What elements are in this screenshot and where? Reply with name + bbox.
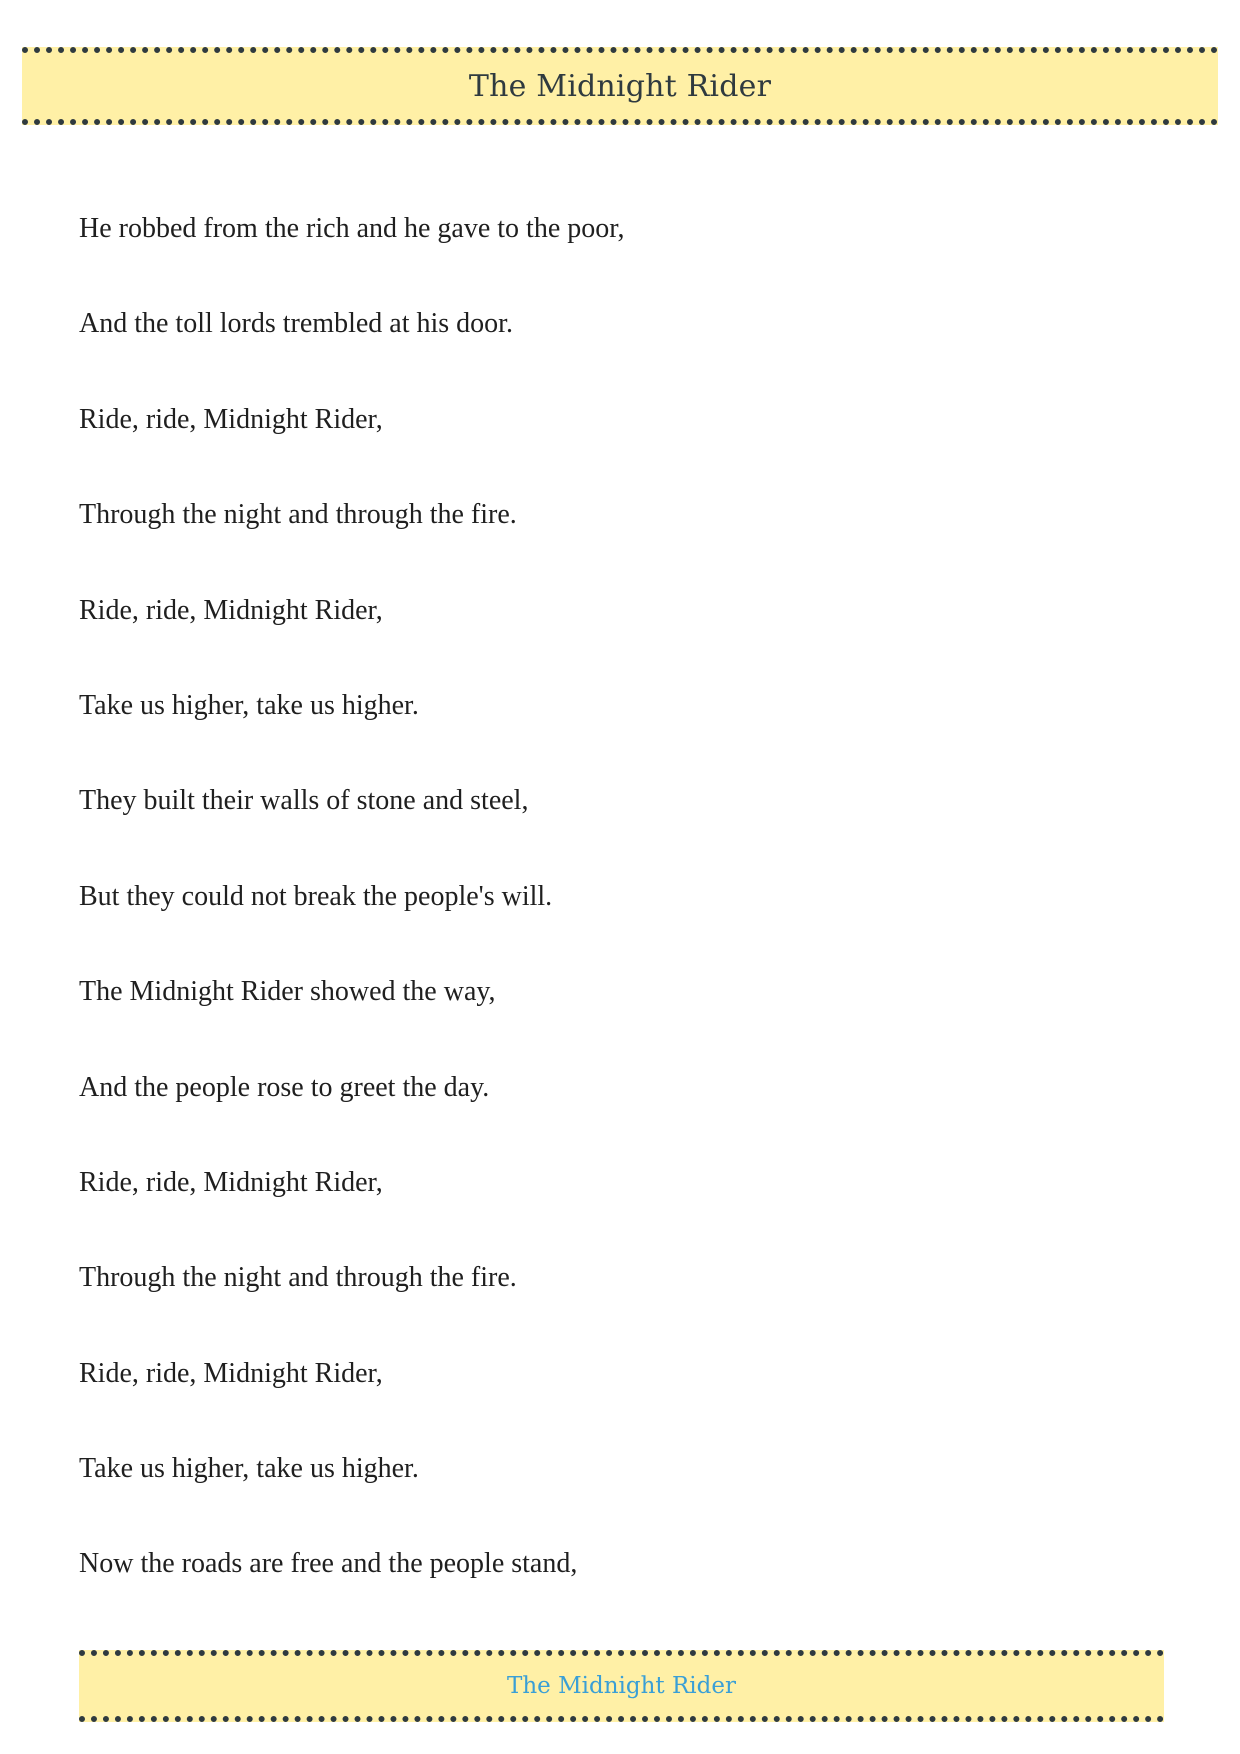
- lyrics-list: [79, 207, 1159, 1638]
- lyric-line: And the toll lords trembled at his door.: [79, 308, 513, 340]
- footer-banner: [79, 1650, 1164, 1722]
- lyric-line: Take us higher, take us higher.: [79, 689, 419, 721]
- lyric-line: He robbed from the rich and he gave to the poor,: [79, 213, 625, 244]
- lyric-line: Ride, ride, Midnight Rider,: [79, 403, 383, 435]
- lyric-line: The Midnight Rider showed the way,: [79, 976, 496, 1008]
- lyric-line: Now the roads are free and the people stand,: [79, 1548, 578, 1580]
- lyric-line: Ride, ride, Midnight Rider,: [79, 1166, 383, 1198]
- lyric-line: Through the night and through the fire.: [79, 1262, 517, 1294]
- lyric-line: But they could not break the people's will.: [79, 880, 553, 912]
- lyric-line: Take us higher, take us higher.: [79, 1453, 419, 1485]
- page-title: The Midnight Rider: [468, 68, 772, 104]
- lyric-line: Through the night and through the fire.: [79, 499, 517, 531]
- footer-title: The Midnight Rider: [507, 1673, 736, 1699]
- lyric-line: Ride, ride, Midnight Rider,: [79, 594, 383, 626]
- lyric-line: They built their walls of stone and steel,: [79, 785, 529, 817]
- lyric-line: Ride, ride, Midnight Rider,: [79, 1357, 383, 1389]
- lyric-line: And the people rose to greet the day.: [79, 1071, 490, 1103]
- header-banner: [22, 47, 1218, 125]
